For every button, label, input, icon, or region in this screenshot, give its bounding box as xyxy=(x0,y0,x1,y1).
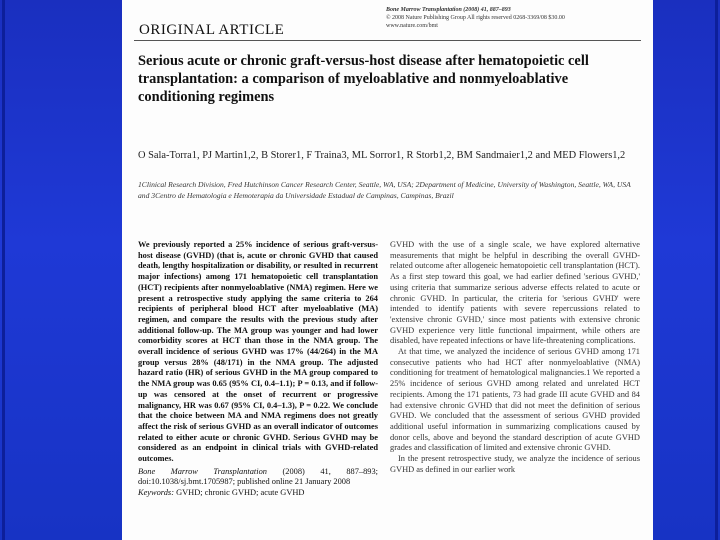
citation-line xyxy=(138,467,378,488)
article-title: Serious acute or chronic graft-versus-host disease after hematopoietic cell transplantation: a comparison of myeloablative and nonmyeloablative conditioning regimens xyxy=(138,53,589,105)
keywords-text: GVHD; chronic GVHD; acute GVHD xyxy=(173,488,305,498)
citation-journal: Bone Marrow Transplantation xyxy=(138,466,267,476)
intro-paragraph-3: In the present retrospective study, we analyze the incidence of serious GVHD as defined in our earlier work xyxy=(390,454,640,474)
header-rule xyxy=(134,40,641,41)
abstract-column xyxy=(138,240,378,499)
journal-citation-line: Bone Marrow Transplantation (2008) 41, 887–893 xyxy=(386,7,511,13)
citation-details: (2008) 41, 887–893; doi:10.1038/sj.bmt.1705987; published online 21 January 2008 xyxy=(138,466,379,487)
abstract-text: We previously reported a 25% incidence of serious graft-versus-host disease (GVHD) (that is, acute or chronic GVHD that caused death, lengthy hospitalization or disability, or resulted in recurrent major infections) among 171 hematopoietic cell transplantation (HCT) recipients after nonmyeloablative (NMA) regimen. Here we present a retrospective study applying the same criteria to 264 recipients of peripheral blood HCT after myeloablative (MA) regimen, and compare the results with the previous study after additional follow-up. The MA group was younger and had lower comorbidity scores at HCT than those in the NMA group. The overall incidence of serious GVHD was 17% (44/264) in the MA group versus 28% (48/171) in the NMA group. The adjusted hazard ratio (HR) of serious GVHD in the MA group compared to the NMA group was 0.65 (95% CI, 0.4–1.1); P = 0.13, and if follow-up was censored at the onset of recurrent or progressive malignancy, HR was 0.67 (95% CI, 0.4–1.3), P = 0.22. We conclude that the choice between MA and NMA regimens does not greatly affect the risk of serious GVHD as an overall indicator of outcomes related to either acute or chronic GVHD. Serious GVHD may be considered as an endpoint in clinical trials with GVHD-related outcomes. xyxy=(138,240,378,464)
journal-header xyxy=(386,6,565,30)
right-edge-stripe xyxy=(715,0,718,540)
keywords-line xyxy=(138,488,378,499)
introduction-column xyxy=(390,240,640,475)
author-list: O Sala-Torra1, PJ Martin1,2, B Storer1, F Traina3, ML Sorror1, R Storb1,2, BM Sandmaier1,2 and MED Flowers1,2 xyxy=(138,150,626,161)
journal-url: www.nature.com/bmt xyxy=(386,23,438,29)
section-label: ORIGINAL ARTICLE xyxy=(139,22,285,38)
copyright-line: © 2008 Nature Publishing Group All rights reserved 0268-3369/08 $30.00 xyxy=(386,15,565,21)
keywords-label: Keywords: xyxy=(138,488,174,498)
intro-paragraph-2: At that time, we analyzed the incidence of serious GVHD among 171 consecutive patients who had HCT after nonmyeloablative (NMA) conditioning for treatment of hematological malignancies.1 We reported a 25% incidence of serious GVHD among related and unrelated HCT recipients. Among the 171 patients, 73 had grade III acute GVHD and 84 had extensive chronic GVHD that did not meet the definition of serious GVHD. We concluded that the assessment of serious GVHD provided additional useful information in summarizing complications caused by donor cells, above and beyond the standard description of acute GVHD grades and classification of limited and extensive chronic GVHD. xyxy=(390,347,640,453)
intro-paragraph-1: GVHD with the use of a single scale, we have explored alternative measurements that might be helpful in describing the overall GVHD-related outcome after allogeneic hematopoietic cell transplantation (HCT). As a first step toward this goal, we had earlier defined 'serious GVHD,' using criteria that summarize serious adverse effects related to acute or chronic GVHD. In particular, the criteria for 'serious GVHD' were intended to identify patients with severe repercussions related to 'extensive chronic GVHD,' since most patients with extensive chronic GVHD experience very little functional impairment, while others are disabled, have repeated infections or have life-threatening complications. xyxy=(390,240,640,346)
article-page xyxy=(122,0,653,540)
affiliations: 1Clinical Research Division, Fred Hutchinson Cancer Research Center, Seattle, WA, USA; 2Department of Medicine, University of Washington, Seattle, WA, USA and 3Centro de Hematologia e Hemoterapia da Universidade Estadual de Campinas, Campinas, Brazil xyxy=(138,180,631,200)
left-edge-stripe xyxy=(2,0,5,540)
